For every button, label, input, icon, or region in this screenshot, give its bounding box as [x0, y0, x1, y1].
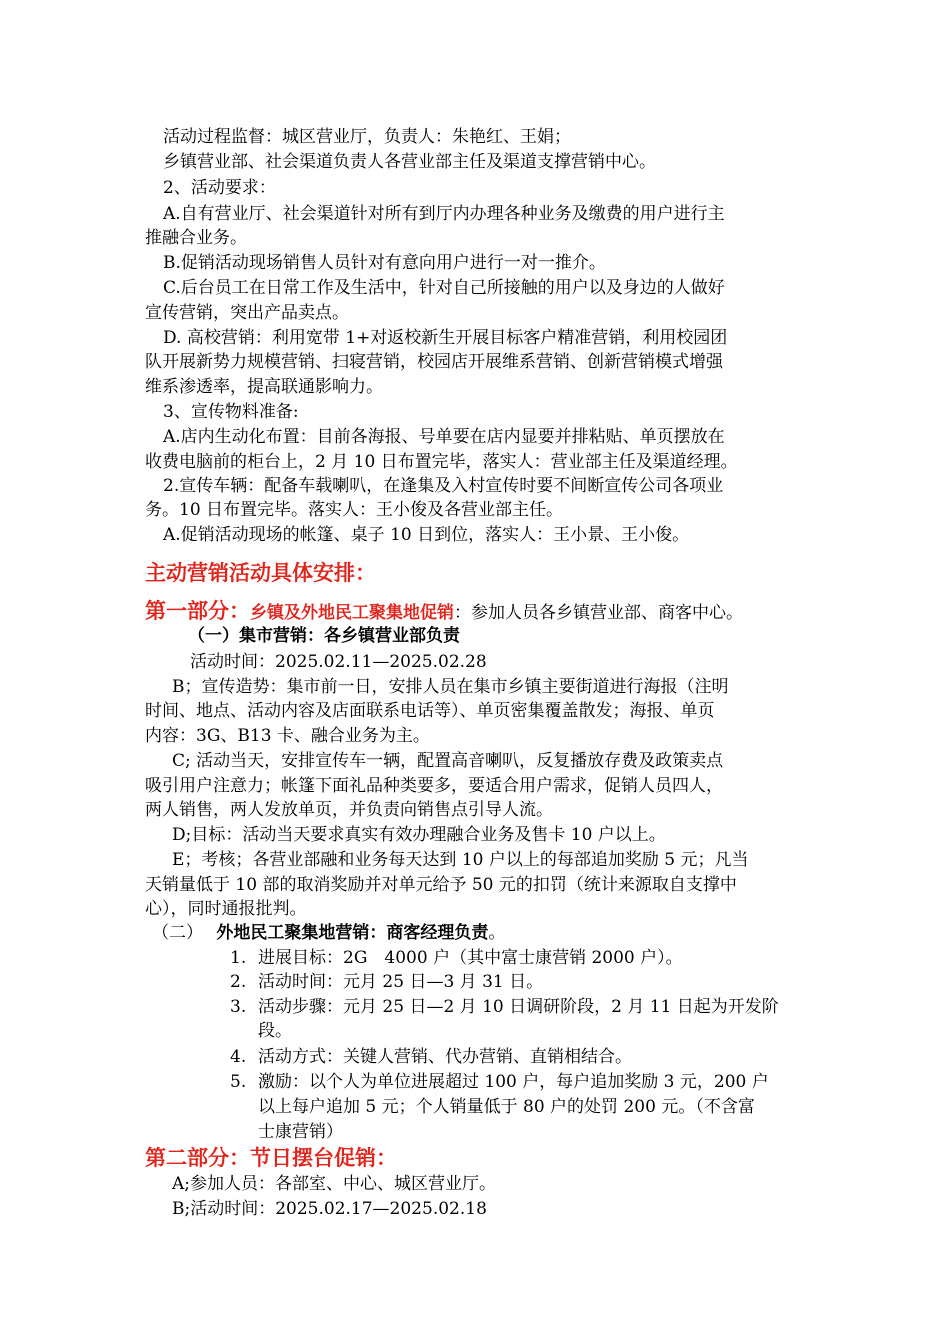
text-line: 2.宣传车辆：配备车载喇叭，在逢集及入村宣传时要不间断宣传公司各项业 [163, 476, 724, 496]
main-heading: 主动营销活动具体安排： [145, 560, 376, 585]
list-item: 活动时间：元月 25 日—3 月 31 日。 [258, 972, 544, 992]
text-line: B；宣传造势：集市前一日，安排人员在集市乡镇主要街道进行海报（注明 [172, 677, 729, 697]
text-line: 2、活动要求： [163, 178, 276, 198]
section1-time: 活动时间：2025.02.11—2025.02.28 [190, 652, 487, 672]
part1-subtitle: 乡镇及外地民工聚集地促销 [250, 603, 454, 623]
text-line: 推融合业务。 [145, 228, 247, 248]
text-line: 收费电脑前的柜台上，2 月 10 日布置完毕，落实人：营业部主任及渠道经理。 [145, 452, 738, 472]
section2-heading [152, 921, 816, 945]
list-number: 2. [230, 972, 247, 992]
list-item: 激励：以个人为单位进展超过 100 户，每户追加奖励 3 元，200 户 [258, 1072, 769, 1092]
list-item-continuation: 以上每户追加 5 元；个人销量低于 80 户的处罚 200 元。（不含富 [258, 1097, 755, 1117]
text-line: 两人销售，两人发放单页，并负责向销售点引导人流。 [145, 800, 553, 820]
text-line: 活动过程监督：城区营业厅，负责人：朱艳红、王娟； [163, 127, 571, 147]
list-item-continuation: 段。 [258, 1021, 292, 1041]
text-line: 队开展新势力规模营销、扫寝营销，校园店开展维系营销、创新营销模式增强 [145, 352, 723, 372]
text-line: A.店内生动化布置：目前各海报、号单要在店内显要并排粘贴、单页摆放在 [163, 427, 725, 447]
text-line: E；考核；各营业部融和业务每天达到 10 户以上的每部追加奖励 5 元；凡当 [172, 850, 749, 870]
list-number: 5. [230, 1072, 247, 1092]
section1-title: （一）集市营销：各乡镇营业部负责 [188, 626, 460, 646]
part1-title: 第一部分： [145, 598, 250, 623]
section2-title: 外地民工聚集地营销：商客经理负责 [216, 923, 489, 943]
text-line: C.后台员工在日常工作及生活中，针对自己所接触的用户以及身边的人做好 [163, 278, 725, 298]
text-line: C; 活动当天，安排宣传车一辆，配置高音喇叭，反复播放存费及政策卖点 [172, 751, 724, 771]
section2-tail: 。 [488, 923, 506, 943]
list-number: 4. [230, 1047, 247, 1067]
part1-heading [145, 597, 809, 625]
text-line: D. 高校营销：利用宽带 1+对返校新生开展目标客户精准营销，利用校园团 [163, 328, 728, 348]
list-item-continuation: 士康营销） [258, 1122, 343, 1142]
text-line: 宣传营销，突出产品卖点。 [145, 303, 349, 323]
text-line: D;目标：活动当天要求真实有效办理融合业务及售卡 10 户以上。 [172, 825, 666, 845]
text-line: 吸引用户注意力；帐篷下面礼品种类要多，要适合用户需求，促销人员四人， [145, 776, 723, 796]
text-line: 乡镇营业部、社会渠道负责人各营业部主任及渠道支撑营销中心。 [163, 152, 656, 172]
text-line: 3、宣传物料准备: [163, 402, 299, 422]
text-line: 维系渗透率，提高联通影响力。 [145, 377, 383, 397]
text-line: B;活动时间：2025.02.17—2025.02.18 [172, 1199, 487, 1219]
text-line: 时间、地点、活动内容及店面联系电话等）、单页密集覆盖散发；海报、单页 [145, 701, 715, 721]
section2-number: （二） [152, 923, 203, 943]
part1-rest: ：参加人员各乡镇营业部、商客中心。 [454, 603, 743, 623]
list-item: 活动步骤：元月 25 日—2 月 10 日调研阶段，2 月 11 日起为开发阶 [258, 997, 779, 1017]
text-line: 务。10 日布置完毕。落实人：王小俊及各营业部主任。 [145, 500, 564, 520]
list-item: 进展目标：2G 4000 户（其中富士康营销 2000 户）。 [258, 948, 683, 968]
text-line: 天销量低于 10 部的取消奖励并对单元给予 50 元的扣罚（统计来源取自支撑中 [145, 875, 737, 895]
list-number: 3. [230, 997, 247, 1017]
list-number: 1. [230, 948, 247, 968]
text-line: 内容：3G、B13 卡、融合业务为主。 [145, 726, 430, 746]
text-line: A;参加人员：各部室、中心、城区营业厅。 [172, 1174, 497, 1194]
text-line: A.促销活动现场的帐篷、桌子 10 日到位，落实人：王小景、王小俊。 [163, 525, 690, 545]
part2-heading: 第二部分：节日摆台促销： [145, 1145, 397, 1170]
list-item: 活动方式：关键人营销、代办营销、直销相结合。 [258, 1047, 632, 1067]
text-line: A.自有营业厅、社会渠道针对所有到厅内办理各种业务及缴费的用户进行主 [163, 204, 725, 224]
text-line: B.促销活动现场销售人员针对有意向用户进行一对一推介。 [163, 253, 606, 273]
text-line: 心），同时通报批判。 [145, 899, 307, 919]
